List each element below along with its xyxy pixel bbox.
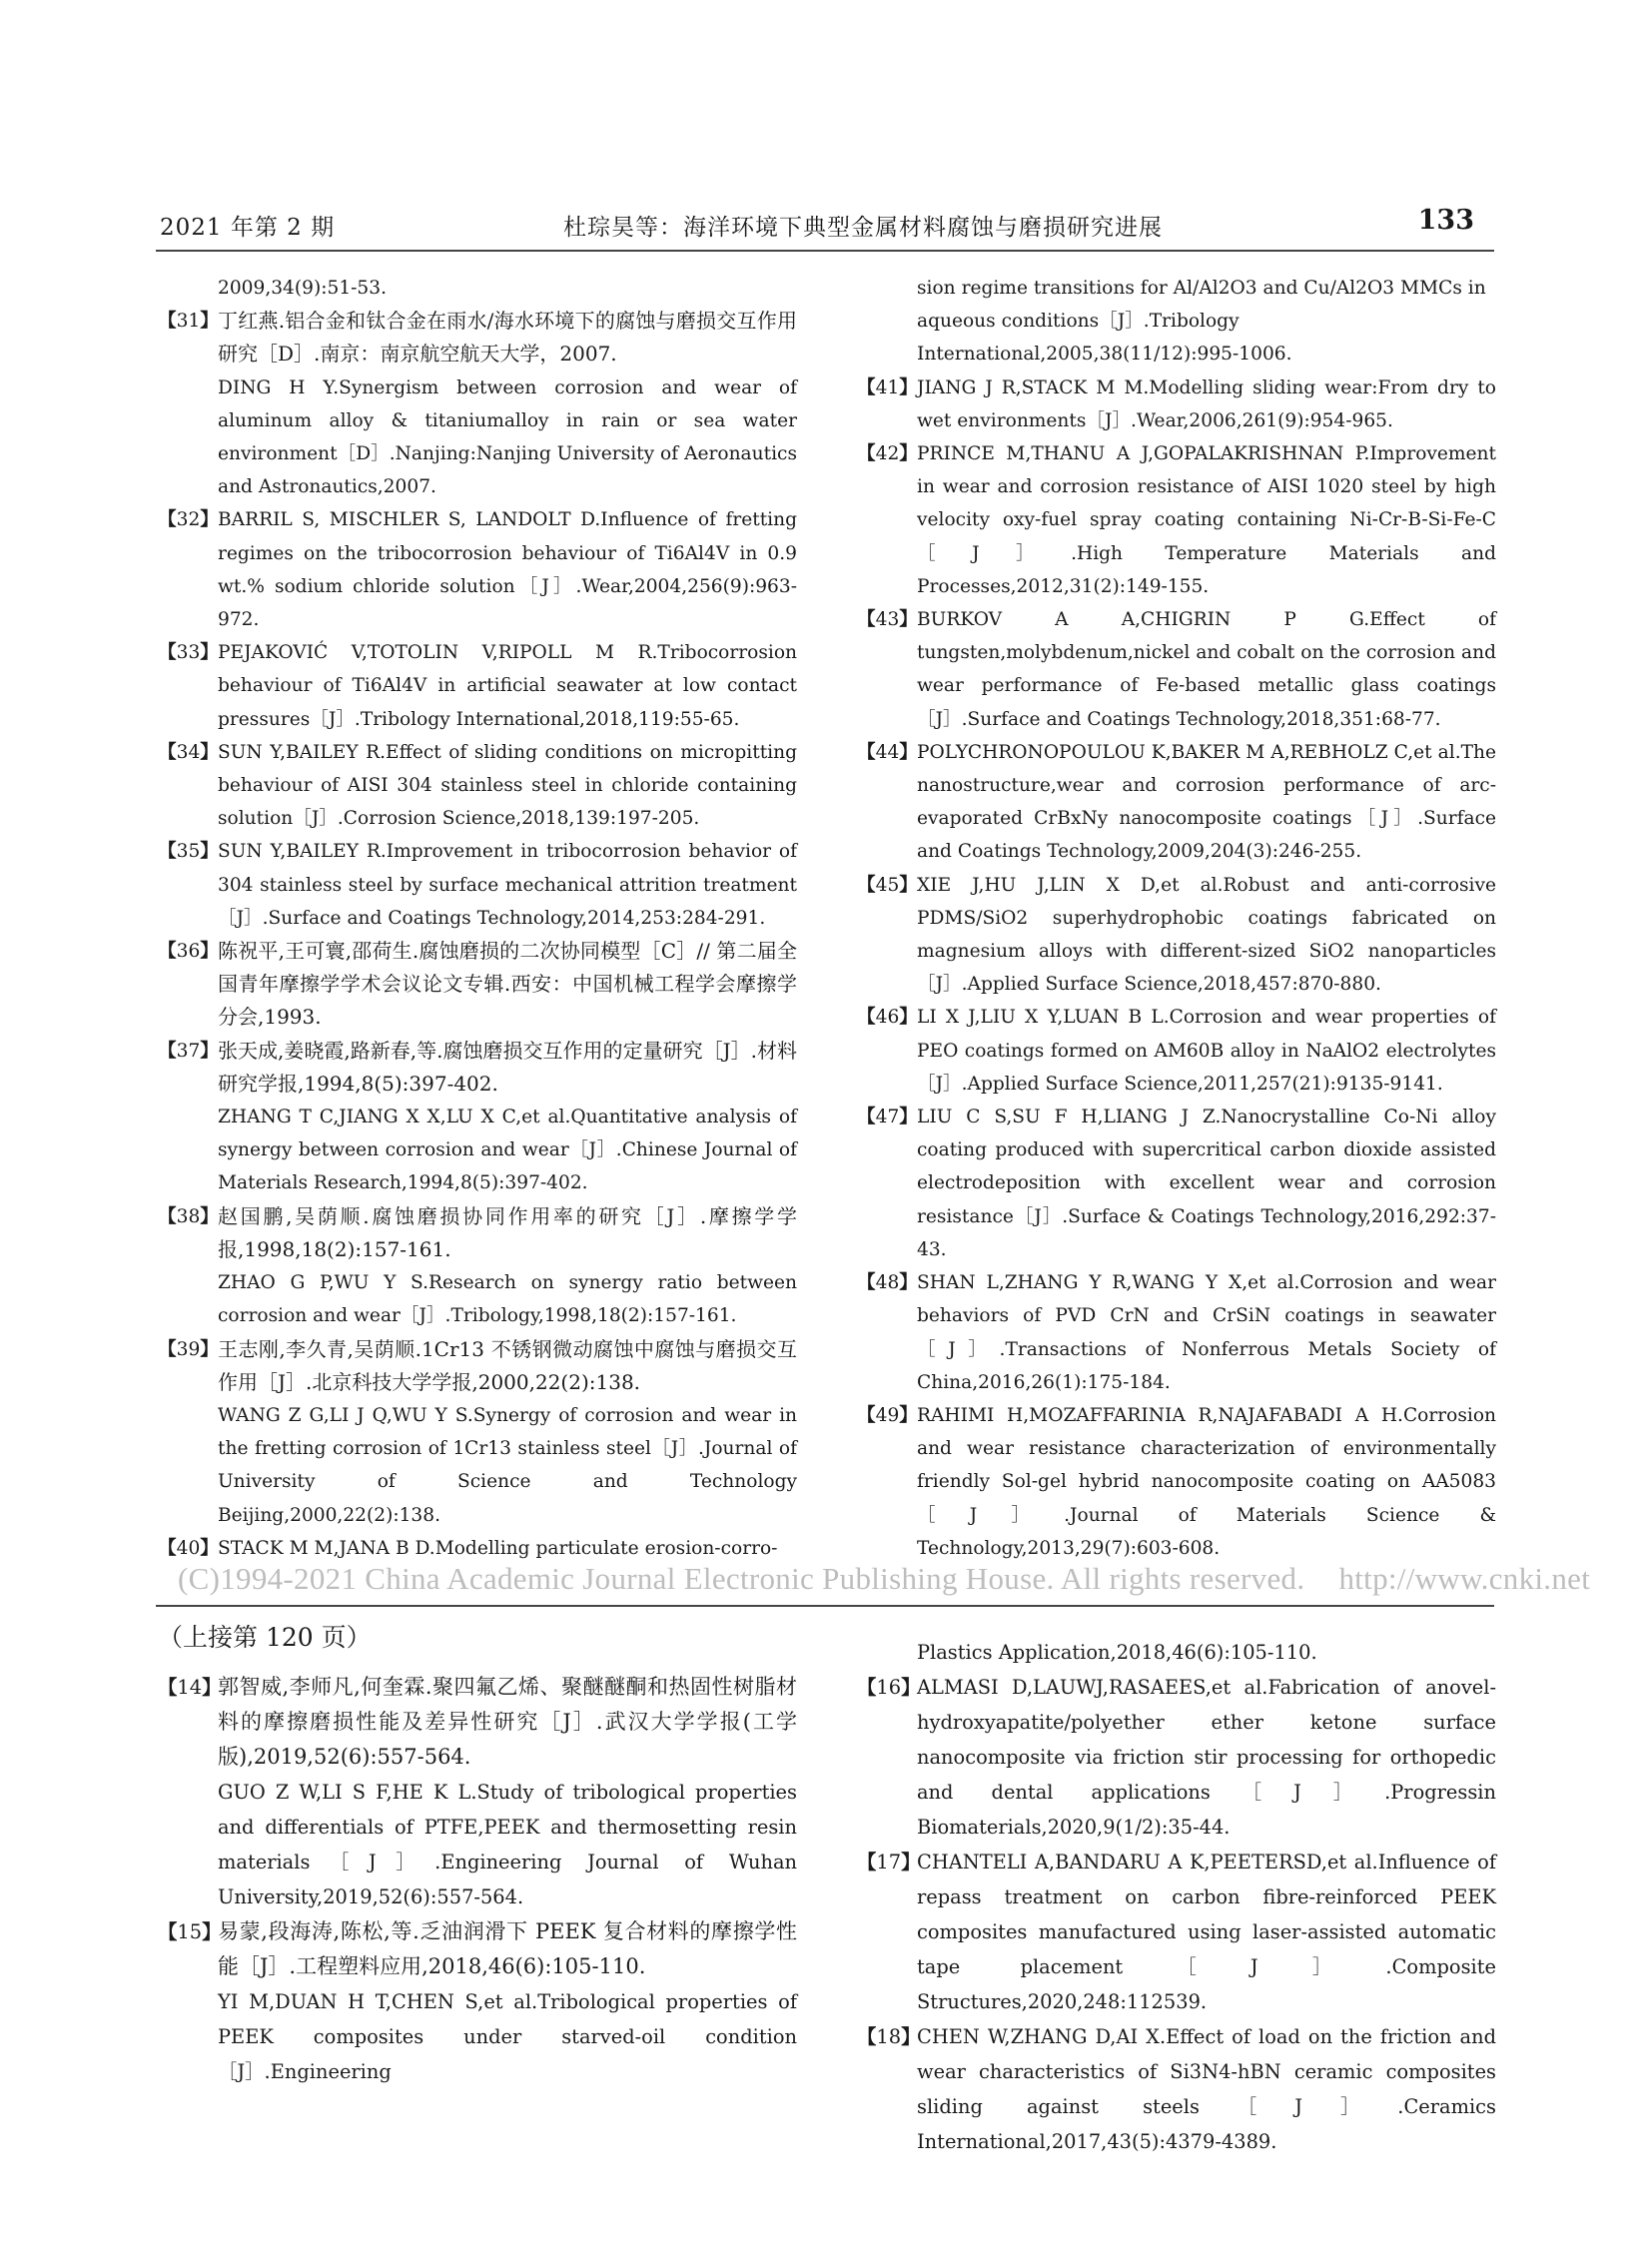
copyright-watermark (178, 1561, 1591, 1597)
continued-from-label: （上接第 120 页） (158, 1623, 372, 1652)
header-rule (156, 250, 1494, 252)
reference-number-value: 42 (875, 443, 900, 465)
reference-item (158, 1333, 797, 1532)
reference-number: 【32】 (158, 509, 219, 531)
reference-number: 【48】 (857, 1272, 918, 1294)
reference-item (158, 1200, 797, 1333)
reference-text: SUN Y,BAILEY R.Effect of sliding conditions on micropitting behaviour of AISI 304 stainless steel in chloride containing solution［J］.Corrosion Science,2018,139:197-205. (218, 741, 797, 830)
reference-number: 【35】 (158, 841, 219, 863)
reference-number-value: 38 (176, 1205, 201, 1227)
references-top-right (857, 272, 1496, 1565)
reference-number: 【14】 (158, 1676, 222, 1699)
reference-text: BURKOV A A,CHIGRIN P G.Effect of tungsten,molybdenum,nickel and cobalt on the corrosion and wear performance of Fe-based metallic glass coatings［J］.Surface and Coatings Technology,2018,351:68-77. (917, 609, 1496, 730)
reference-text: 郭智威,李师凡,何奎霖.聚四氟乙烯、聚醚醚酮和热固性树脂材料的摩擦磨损性能及差异性研究［J］.武汉大学学报(工学版),2019,52(6):557-564. (218, 1675, 797, 1769)
reference-text: PEJAKOVIĆ V,TOTOLIN V,RIPOLL M R.Tribocorrosion behaviour of Ti6Al4V in artificial seawater at low contact pressures［J］.Tribology International,2018,119:55-65. (218, 642, 797, 730)
reference-number-value: 14 (177, 1676, 203, 1699)
reference-number-value: 41 (875, 376, 900, 398)
reference-item (857, 372, 1496, 437)
reference-number-value: 43 (875, 609, 900, 631)
reference-text: 赵国鹏,吴荫顺.腐蚀磨损协同作用率的研究［J］.摩擦学学报,1998,18(2):157-161. (218, 1203, 797, 1261)
reference-text: STACK M M,JANA B D.Modelling particulate erosion-corro- (218, 1537, 778, 1559)
reference-number-value: 31 (176, 311, 201, 333)
reference-text: LIU C S,SU F H,LIANG J Z.Nanocrystalline Co-Ni alloy coating produced with supercritical carbon dioxide assisted electrodeposition with excellent wear and corrosion resistance［J］.Surface & Coatings Technology,2016,292:37-43. (917, 1107, 1496, 1260)
reference-item (857, 603, 1496, 736)
reference-text: ZHANG T C,JIANG X X,LU X C,et al.Quantitative analysis of synergy between corrosion and wear［J］.Chinese Journal of Materials Research,1994,8(5):397-402. (218, 1107, 797, 1194)
reference-number-value: 18 (876, 2025, 902, 2048)
reference-number-value: 33 (176, 642, 201, 664)
reference-number: 【36】 (158, 941, 219, 963)
reference-item (857, 1845, 1496, 2019)
reference-number: 【47】 (857, 1107, 918, 1128)
references-bottom-left (158, 1670, 797, 2089)
reference-item (158, 935, 797, 1035)
reference-text: XIE J,HU J,LIN X D,et al.Robust and anti-corrosive PDMS/SiO2 superhydrophobic coatings fabricated on magnesium alloys with different-sized SiO2 nanoparticles［J］.Applied Surface Science,2018,457:870-880. (917, 874, 1496, 996)
reference-text: BARRIL S, MISCHLER S, LANDOLT D.Influence of fretting regimes on the tribocorrosion behaviour of Ti6Al4V in 0.9 wt.% sodium chloride solution［J］.Wear,2004,256(9):963-972. (218, 509, 797, 631)
reference-text: 陈祝平,王可寰,邵荷生.腐蚀磨损的二次协同模型［C］// 第二届全国青年摩擦学学术会议论文专辑.西安：中国机械工程学会摩擦学分会,1993. (218, 939, 797, 1030)
reference-number: 【42】 (857, 443, 918, 465)
reference-text: SUN Y,BAILEY R.Improvement in tribocorrosion behavior of 304 stainless steel by surface mechanical attrition treatment［J］.Surface and Coatings Technology,2014,253:284-291. (218, 841, 797, 929)
reference-text: SHAN L,ZHANG Y R,WANG Y X,et al.Corrosion and wear behaviors of PVD CrN and CrSiN coatings in seawater［J］.Transactions of Nonferrous Metals Society of China,2016,26(1):175-184. (917, 1272, 1496, 1393)
reference-text: 丁红燕.铝合金和钛合金在雨水/海水环境下的腐蚀与磨损交互作用研究［D］.南京：南京航空航天大学，2007. (218, 309, 797, 367)
reference-number: 【15】 (158, 1920, 222, 1943)
page-number: 133 (1417, 205, 1474, 236)
reference-number: 【41】 (857, 376, 918, 398)
reference-number: 【46】 (857, 1007, 918, 1029)
running-title: 杜琮昊等：海洋环境下典型金属材料腐蚀与磨损研究进展 (563, 215, 1163, 241)
reference-item (158, 1670, 797, 1914)
reference-number-value: 46 (875, 1007, 900, 1029)
reference-number-value: 35 (176, 841, 201, 863)
reference-item (857, 1266, 1496, 1399)
reference-number-value: 39 (176, 1338, 201, 1360)
reference-number: 【44】 (857, 741, 918, 763)
section-divider (156, 1605, 1494, 1607)
references-top-left (158, 272, 797, 1565)
reference-number: 【38】 (158, 1205, 219, 1227)
reference-number: 【34】 (158, 741, 219, 763)
reference-number-value: 36 (176, 941, 201, 963)
issue-label: 2021 年第 2 期 (160, 215, 336, 241)
reference-number-value: 17 (876, 1851, 902, 1873)
reference-text: CHANTELI A,BANDARU A K,PEETERSD,et al.Influence of repass treatment on carbon fibre-reinforced PEEK composites manufactured using laser-assisted automatic tape placement［J］.Composite Structures,2020,248:112539. (917, 1851, 1496, 2013)
reference-item (857, 869, 1496, 1002)
reference-text: PRINCE M,THANU A J,GOPALAKRISHNAN P.Improvement in wear and corrosion resistance of AISI 1020 steel by high velocity oxy-fuel spray coating containing Ni-Cr-B-Si-Fe-C［J］.High Temperature Materials and Processes,2012,31(2):149-155. (917, 443, 1496, 597)
reference-number-value: 37 (176, 1040, 201, 1062)
reference-number-value: 49 (875, 1404, 900, 1426)
reference-text: LI X J,LIU X Y,LUAN B L.Corrosion and wear properties of PEO coatings formed on AM60B alloy in NaAlO2 electrolytes［J］.Applied Surface Science,2011,257(21):9135-9141. (917, 1007, 1496, 1095)
reference-text: YI M,DUAN H T,CHEN S,et al.Tribological properties of PEEK composites under starved-oil condition［J］.Engineering (218, 1990, 797, 2083)
reference-text: ZHAO G P,WU Y S.Research on synergy ratio between corrosion and wear［J］.Tribology,1998,18(2):157-161. (218, 1272, 797, 1327)
reference-text: JIANG J R,STACK M M.Modelling sliding wear:From dry to wet environments［J］.Wear,2006,261(9):954-965. (917, 376, 1496, 431)
reference-item (158, 636, 797, 736)
reference-item (857, 1001, 1496, 1101)
reference-number-value: 32 (176, 509, 201, 531)
reference-item (158, 736, 797, 836)
reference-item (158, 1035, 797, 1200)
reference-number: 【33】 (158, 642, 219, 664)
references-bottom-right (857, 1635, 1496, 2159)
reference-number-value: 34 (176, 741, 201, 763)
reference-number: 【39】 (158, 1338, 219, 1360)
reference-text: GUO Z W,LI S F,HE K L.Study of tribological properties and differentials of PTFE,PEEK and thermosetting resin materials［J］.Engineering Journal of Wuhan University,2019,52(6):557-564. (218, 1781, 797, 1908)
reference-text: 易蒙,段海涛,陈松,等.乏油润滑下 PEEK 复合材料的摩擦学性能［J］.工程塑料应用,2018,46(6):105-110. (218, 1919, 797, 1978)
reference-continuation: sion regime transitions for Al/Al2O3 and Cu/Al2O3 MMCs in aqueous conditions［J］.Tribology International,2005,38(11/12):995-1006. (917, 278, 1486, 366)
reference-item (158, 835, 797, 935)
reference-item (158, 1914, 797, 2089)
reference-number-value: 45 (875, 874, 900, 896)
reference-number-value: 16 (876, 1676, 902, 1699)
reference-number-value: 15 (177, 1920, 203, 1943)
reference-text: POLYCHRONOPOULOU K,BAKER M A,REBHOLZ C,et al.The nanostructure,wear and corrosion performance of arc-evaporated CrBxNy nanocomposite coatings［J］.Surface and Coatings Technology,2009,204(3):246-255. (917, 741, 1496, 863)
reference-text: WANG Z G,LI J Q,WU Y S.Synergy of corrosion and wear in the fretting corrosion of 1Cr13 stainless steel［J］.Journal of University of Science and Technology Beijing,2000,22(2):138. (218, 1404, 797, 1526)
reference-number: 【37】 (158, 1040, 219, 1062)
reference-item (158, 503, 797, 636)
reference-item (158, 305, 797, 503)
reference-number: 【16】 (857, 1676, 921, 1699)
reference-item (857, 2019, 1496, 2159)
reference-item (857, 1101, 1496, 1266)
reference-item (857, 1399, 1496, 1565)
reference-text: 张天成,姜晓霞,路新春,等.腐蚀磨损交互作用的定量研究［J］.材料研究学报,1994,8(5):397-402. (218, 1038, 797, 1096)
reference-number: 【45】 (857, 874, 918, 896)
reference-text: 王志刚,李久青,吴荫顺.1Cr13 不锈钢微动腐蚀中腐蚀与磨损交互作用［J］.北京科技大学学报,2000,22(2):138. (218, 1336, 797, 1394)
reference-text: CHEN W,ZHANG D,AI X.Effect of load on the friction and wear characteristics of Si3N4-hBN ceramic composites sliding against steels［J］.Ceramics International,2017,43(5):4379-4389. (917, 2025, 1496, 2153)
reference-number-value: 40 (176, 1537, 201, 1559)
reference-number: 【18】 (857, 2025, 921, 2048)
cnki-url: http://www.cnki.net (1338, 1561, 1591, 1596)
reference-number-value: 48 (875, 1272, 900, 1294)
reference-text: DING H Y.Synergism between corrosion and wear of aluminum alloy & titaniumalloy in rain or sea water environment［D］.Nanjing:Nanjing University of Aeronautics and Astronautics,2007. (218, 376, 797, 498)
reference-text: RAHIMI H,MOZAFFARINIA R,NAJAFABADI A H.Corrosion and wear resistance characterization of environmentally friendly Sol-gel hybrid nanocomposite coating on AA5083［J］.Journal of Materials Science & Technology,2013,29(7):603-608. (917, 1404, 1496, 1559)
reference-continuation: Plastics Application,2018,46(6):105-110. (917, 1641, 1317, 1664)
running-header (156, 205, 1484, 247)
reference-item (158, 1532, 797, 1565)
reference-text: ALMASI D,LAUWJ,RASAEES,et al.Fabrication of anovel-hydroxyapatite/polyether ether ketone surface nanocomposite via friction stir processing for orthopedic and dental applications［J］.Progressin Biomaterials,2020,9(1/2):35-44. (917, 1676, 1496, 1839)
reference-item (857, 437, 1496, 603)
reference-number: 【40】 (158, 1537, 219, 1559)
reference-item (857, 736, 1496, 869)
reference-number-value: 44 (875, 741, 900, 763)
reference-number: 【31】 (158, 311, 219, 333)
reference-number: 【49】 (857, 1404, 918, 1426)
copyright-text: (C)1994-2021 China Academic Journal Electronic Publishing House. All rights reserved. (178, 1561, 1305, 1596)
reference-number-value: 47 (875, 1107, 900, 1128)
reference-number: 【43】 (857, 609, 918, 631)
reference-continuation: 2009,34(9):51-53. (218, 278, 388, 299)
reference-number: 【17】 (857, 1851, 921, 1873)
reference-item (857, 1670, 1496, 1845)
